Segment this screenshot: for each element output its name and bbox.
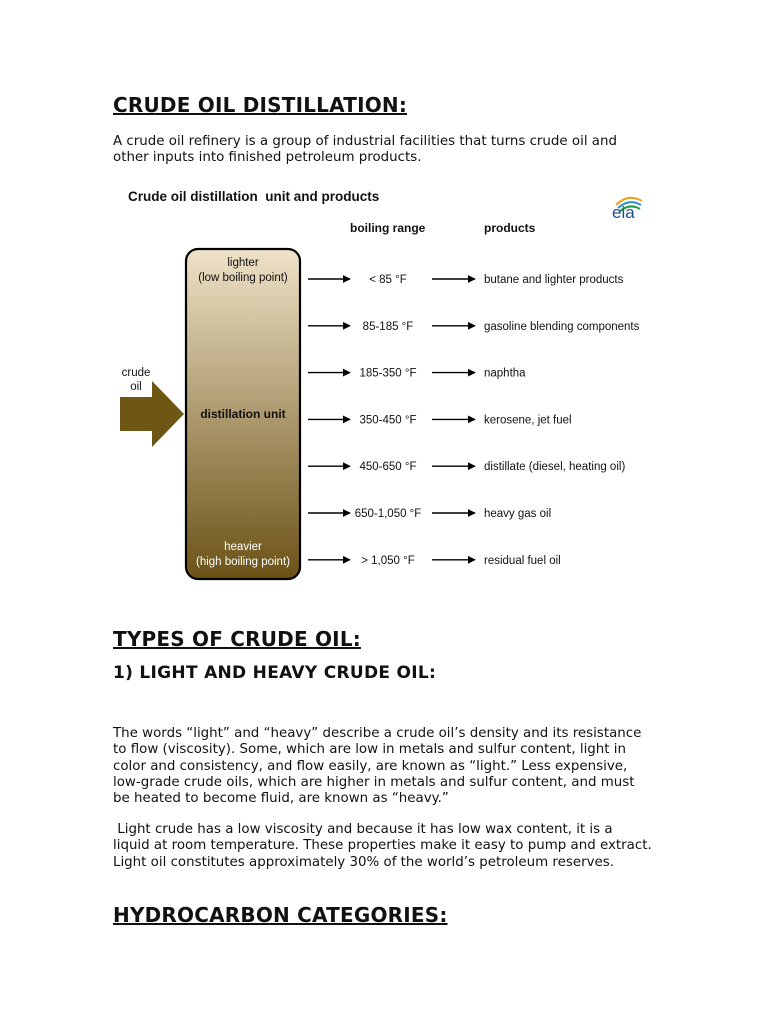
boiling-range-5: 450-650 °F — [359, 461, 417, 474]
figure-title: Crude oil distillation unit and products — [128, 189, 380, 204]
input-label-line2: oil — [130, 381, 142, 393]
product-5: distillate (diesel, heating oil) — [484, 461, 626, 474]
column-top-label-line2: (low boiling point) — [198, 272, 288, 284]
column-bottom-label-line2: (high boiling point) — [196, 556, 290, 568]
heading-hydrocarbon-categories: HYDROCARBON CATEGORIES: — [113, 903, 448, 927]
page-heading-crude-oil-distillation: CRUDE OIL DISTILLATION: — [113, 93, 408, 117]
intro-paragraph: A crude oil refinery is a group of industrial facilities that turns crude oil and other inputs into finished petroleum products. — [113, 134, 617, 166]
product-7: residual fuel oil — [484, 554, 561, 567]
eia-logo — [612, 198, 642, 222]
column-bottom-label-line1: heavier — [224, 541, 262, 553]
input-label-line1: crude — [121, 367, 151, 379]
subheading-light-heavy-crude: 1) LIGHT AND HEAVY CRUDE OIL: — [113, 663, 437, 683]
column-header-products: products — [484, 221, 536, 235]
column-middle-label: distillation unit — [200, 407, 286, 421]
boiling-range-3: 185-350 °F — [359, 367, 417, 380]
boiling-range-2: 85-185 °F — [362, 320, 414, 333]
boiling-range-7: > 1,050 °F — [361, 554, 415, 567]
product-3: naphtha — [484, 367, 526, 380]
fraction-rows — [308, 274, 640, 567]
product-1: butane and lighter products — [484, 274, 624, 286]
product-6: heavy gas oil — [484, 508, 552, 520]
boiling-range-6: 650-1,050 °F — [354, 508, 422, 520]
heading-types-of-crude-oil: TYPES OF CRUDE OIL: — [113, 627, 361, 651]
boiling-range-4: 350-450 °F — [359, 414, 417, 427]
product-2: gasoline blending components — [484, 320, 640, 333]
paragraph-light-crude: Light crude has a low viscosity and because it has low wax content, it is a liquid at room temperature. These properties make it easy to pump and extract. Light oil constitutes approximately 30% of the world’s petroleum reserves. — [113, 822, 656, 870]
column-header-boiling-range: boiling range — [350, 221, 426, 235]
boiling-range-1: < 85 °F — [369, 274, 407, 286]
column-top-label-line1: lighter — [227, 257, 259, 269]
eia-logo-text: eia — [612, 203, 635, 222]
product-4: kerosene, jet fuel — [484, 414, 572, 427]
distillation-diagram — [114, 183, 654, 593]
paragraph-light-heavy: The words “light” and “heavy” describe a crude oil’s density and its resistance to flow (viscosity). Some, which are low in metals and sulfur content, light in color and consistency, and flow easily, are known as “light.” Less expensive, low-grade crude oils, which are higher in metals and sulfur content, and must be heated to become fluid, are known as “heavy.” — [113, 726, 642, 807]
